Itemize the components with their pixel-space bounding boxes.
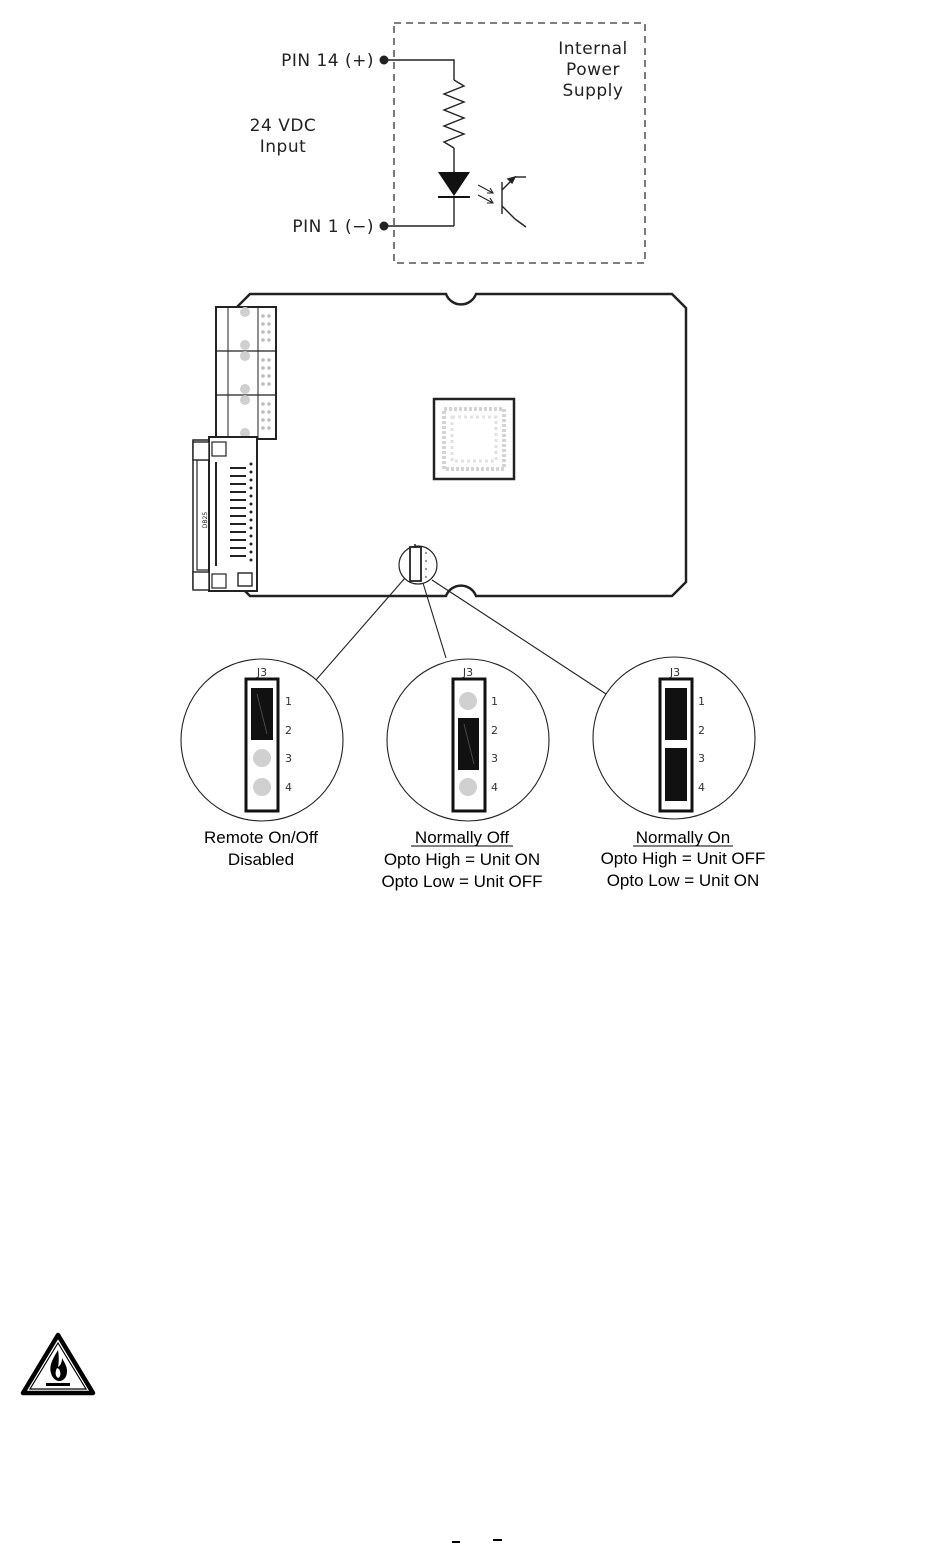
jumper-caption-line2: Opto High = Unit OFF xyxy=(600,849,766,868)
jumper-caption-line2: Opto High = Unit ON xyxy=(383,850,541,869)
jumper-pin-open xyxy=(459,778,477,796)
jumper-caption-line1: Remote On/Off xyxy=(203,828,319,847)
pin-number: 1 xyxy=(285,695,292,708)
jumper-shunt xyxy=(665,748,687,801)
pin-number: 4 xyxy=(491,781,498,794)
supply-label-line2: Power xyxy=(566,60,620,80)
pin14-label: PIN 14 (+) xyxy=(281,51,374,71)
led-diode xyxy=(438,172,470,197)
jumper-pin-open xyxy=(253,778,271,796)
jumper-pin-open xyxy=(253,749,271,767)
jumper-caption-line1: Normally On xyxy=(635,828,731,847)
pin-number: 4 xyxy=(285,781,292,794)
jumper-caption-line3: Opto Low = Unit OFF xyxy=(381,872,543,891)
jumper-shunt xyxy=(665,688,687,740)
db25-connector xyxy=(193,437,257,591)
jumper-shunt xyxy=(458,718,479,770)
jumper-pin-open xyxy=(459,692,477,710)
circuit-wiring xyxy=(384,60,464,226)
flammable-warning-icon xyxy=(23,1335,93,1393)
input-label-line2: Input xyxy=(259,137,307,157)
supply-label-line1: Internal xyxy=(558,39,628,59)
jumper-caption-line3: Opto Low = Unit ON xyxy=(606,871,760,890)
pin-number: 4 xyxy=(698,781,705,794)
jumper-caption-line2: Disabled xyxy=(227,850,295,869)
db25-label: DB25 xyxy=(202,511,209,529)
jumper-callout-disabled xyxy=(181,659,343,869)
pin-number: 1 xyxy=(491,695,498,708)
pin-number: 3 xyxy=(491,752,498,765)
pin1-label: PIN 1 (−) xyxy=(292,217,374,237)
jumper-callout-normally-off xyxy=(381,659,549,891)
pin-number: 1 xyxy=(698,695,705,708)
controller-board xyxy=(193,294,686,694)
jumper-header-label: J3 xyxy=(669,666,681,679)
terminal-block xyxy=(216,307,276,439)
phototransistor xyxy=(502,177,526,227)
main-processor-chip xyxy=(434,399,514,479)
page-footer-marks xyxy=(452,1539,502,1543)
jumper-header-label: J3 xyxy=(256,666,268,679)
opto-input-schematic xyxy=(250,23,645,263)
pin-number: 2 xyxy=(491,724,498,737)
supply-label-line3: Supply xyxy=(562,81,624,101)
jumper-callout-normally-on xyxy=(593,657,765,890)
light-emission-arrows xyxy=(478,185,493,203)
input-label-line1: 24 VDC xyxy=(249,116,317,136)
pin-number: 2 xyxy=(698,724,705,737)
resistor xyxy=(444,80,464,148)
jumper-header-label: J3 xyxy=(462,666,474,679)
pin-number: 2 xyxy=(285,724,292,737)
pin-number: 3 xyxy=(285,752,292,765)
internal-supply-boundary xyxy=(394,23,645,263)
jumper-caption-line1: Normally Off xyxy=(414,828,510,847)
pin-number: 3 xyxy=(698,752,705,765)
